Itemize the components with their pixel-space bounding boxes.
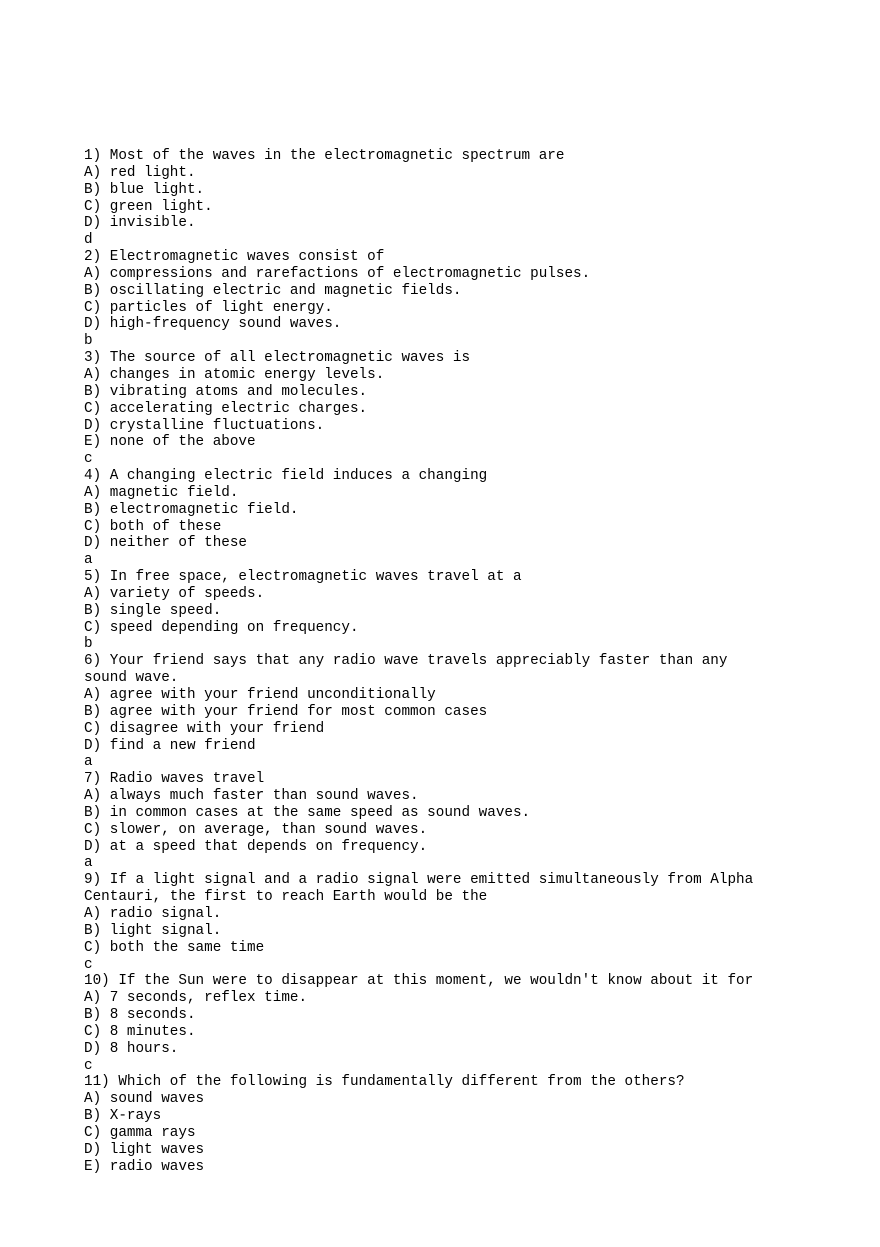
text-line: A) magnetic field. (84, 484, 239, 501)
text-line: Centauri, the first to reach Earth would be the (84, 889, 488, 906)
text-line: A) red light. (84, 164, 196, 181)
text-line: B) vibrating atoms and molecules. (84, 383, 368, 400)
text-line: C) both of these (84, 518, 222, 535)
document-page (84, 148, 844, 1175)
text-line: C) 8 minutes. (84, 1023, 196, 1040)
text-line: c (84, 1057, 93, 1074)
text-line: A) agree with your friend unconditionally (84, 687, 436, 703)
text-line: A) variety of speeds. (84, 585, 265, 602)
text-line: B) agree with your friend for most common cases (84, 703, 488, 720)
text-line: a (84, 754, 93, 771)
text-line: B) X-rays (84, 1108, 162, 1125)
text-line: b (84, 636, 93, 653)
text-line: c (84, 451, 93, 468)
text-line: 4) A changing electric field induces a changing (84, 468, 488, 485)
text-line: D) high-frequency sound waves. (84, 316, 342, 333)
text-line: 7) Radio waves travel (84, 771, 265, 788)
text-line: D) find a new friend (84, 737, 256, 754)
text-line: D) light waves (84, 1141, 205, 1158)
text-line: C) both the same time (84, 939, 265, 956)
text-line: 11) Which of the following is fundamentally different from the others? (84, 1074, 685, 1091)
text-line: C) slower, on average, than sound waves. (84, 821, 428, 838)
text-line: C) green light. (84, 198, 213, 215)
text-line: A) compressions and rarefactions of electromagnetic pulses. (84, 265, 591, 282)
text-line: D) at a speed that depends on frequency. (84, 838, 428, 855)
text-line: A) sound waves (84, 1091, 205, 1108)
text-line: A) always much faster than sound waves. (84, 788, 419, 805)
text-line: B) blue light. (84, 181, 205, 198)
text-line: A) changes in atomic energy levels. (84, 366, 385, 383)
text-line: a (84, 855, 93, 872)
text-line: C) gamma rays (84, 1124, 196, 1141)
text-line: sound wave. (84, 670, 179, 687)
text-line: 10) If the Sun were to disappear at this moment, we wouldn't know about it for (84, 973, 754, 990)
text-line: E) none of the above (84, 434, 256, 451)
text-line: C) speed depending on frequency. (84, 619, 359, 636)
text-line: A) radio signal. (84, 905, 222, 922)
text-line: 1) Most of the waves in the electromagnetic spectrum are (84, 148, 565, 164)
text-line: E) radio waves (84, 1158, 205, 1175)
text-line: 6) Your friend says that any radio wave travels appreciably faster than any (84, 653, 728, 670)
text-line: C) particles of light energy. (84, 299, 333, 316)
text-line: d (84, 232, 93, 249)
text-line: C) disagree with your friend (84, 720, 325, 737)
text-line: B) 8 seconds. (84, 1007, 196, 1024)
text-line: A) 7 seconds, reflex time. (84, 990, 308, 1007)
text-line: 2) Electromagnetic waves consist of (84, 249, 385, 266)
text-line: a (84, 552, 93, 569)
text-line: B) electromagnetic field. (84, 501, 299, 518)
text-line: D) invisible. (84, 215, 196, 232)
text-line: B) light signal. (84, 922, 222, 939)
text-line: D) 8 hours. (84, 1040, 179, 1057)
text-line: D) neither of these (84, 535, 248, 552)
text-line: B) oscillating electric and magnetic fields. (84, 282, 462, 299)
text-line: 9) If a light signal and a radio signal were emitted simultaneously from Alpha (84, 872, 754, 889)
text-line: 5) In free space, electromagnetic waves travel at a (84, 569, 522, 586)
text-line: B) in common cases at the same speed as sound waves. (84, 804, 531, 821)
text-line: D) crystalline fluctuations. (84, 417, 325, 434)
text-line: B) single speed. (84, 602, 222, 619)
text-line: 3) The source of all electromagnetic waves is (84, 350, 471, 367)
text-line: b (84, 333, 93, 350)
text-line: C) accelerating electric charges. (84, 400, 368, 417)
text-line: c (84, 956, 93, 973)
